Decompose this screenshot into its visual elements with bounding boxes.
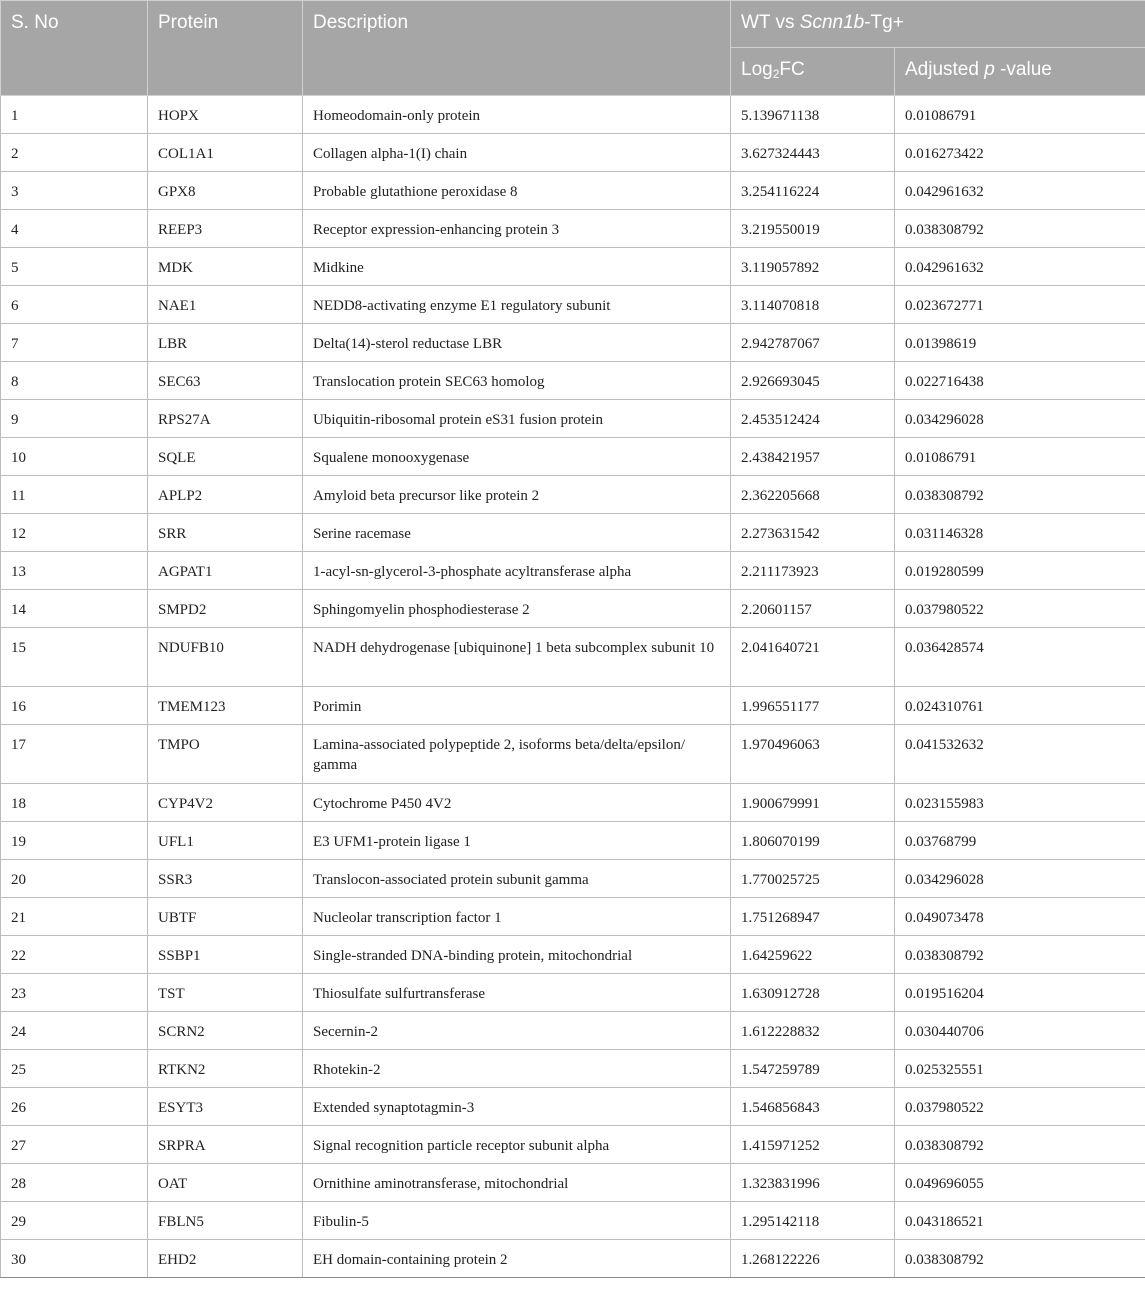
cell-adjusted-pvalue: 0.034296028 bbox=[895, 860, 1145, 898]
cell-protein: SRR bbox=[148, 514, 303, 552]
cell-description: Translocation protein SEC63 homolog bbox=[303, 362, 731, 400]
cell-sno: 28 bbox=[1, 1164, 148, 1202]
cell-protein: COL1A1 bbox=[148, 134, 303, 172]
cell-sno: 16 bbox=[1, 687, 148, 725]
table-row bbox=[1, 1164, 1145, 1202]
cell-sno: 10 bbox=[1, 438, 148, 476]
cell-description: Secernin-2 bbox=[303, 1012, 731, 1050]
cell-adjusted-pvalue: 0.025325551 bbox=[895, 1050, 1145, 1088]
cell-log2fc: 1.547259789 bbox=[731, 1050, 895, 1088]
cell-protein: SSR3 bbox=[148, 860, 303, 898]
cell-protein: RPS27A bbox=[148, 400, 303, 438]
cell-protein: SQLE bbox=[148, 438, 303, 476]
table-row bbox=[1, 134, 1145, 172]
cell-description: Lamina-associated polypeptide 2, isoforms beta/delta/epsilon/ gamma bbox=[303, 725, 731, 784]
cell-log2fc: 1.546856843 bbox=[731, 1088, 895, 1126]
header-sno: S. No bbox=[1, 1, 148, 96]
cell-protein: HOPX bbox=[148, 96, 303, 134]
cell-log2fc: 1.64259622 bbox=[731, 936, 895, 974]
table-row bbox=[1, 210, 1145, 248]
cell-log2fc: 2.942787067 bbox=[731, 324, 895, 362]
header-protein: Protein bbox=[148, 1, 303, 96]
cell-description: Fibulin-5 bbox=[303, 1202, 731, 1240]
table-header bbox=[1, 1, 1145, 96]
cell-sno: 12 bbox=[1, 514, 148, 552]
cell-log2fc: 1.295142118 bbox=[731, 1202, 895, 1240]
cell-protein: MDK bbox=[148, 248, 303, 286]
cell-adjusted-pvalue: 0.019516204 bbox=[895, 974, 1145, 1012]
cell-protein: TST bbox=[148, 974, 303, 1012]
cell-protein: SEC63 bbox=[148, 362, 303, 400]
cell-sno: 26 bbox=[1, 1088, 148, 1126]
cell-log2fc: 5.139671138 bbox=[731, 96, 895, 134]
table-row bbox=[1, 286, 1145, 324]
table-row bbox=[1, 172, 1145, 210]
cell-description: Thiosulfate sulfurtransferase bbox=[303, 974, 731, 1012]
table-row bbox=[1, 476, 1145, 514]
cell-description: Probable glutathione peroxidase 8 bbox=[303, 172, 731, 210]
cell-sno: 18 bbox=[1, 784, 148, 822]
cell-log2fc: 1.970496063 bbox=[731, 725, 895, 784]
cell-description: 1-acyl-sn-glycerol-3-phosphate acyltransferase alpha bbox=[303, 552, 731, 590]
cell-description: Cytochrome P450 4V2 bbox=[303, 784, 731, 822]
cell-log2fc: 1.806070199 bbox=[731, 822, 895, 860]
table-row bbox=[1, 1126, 1145, 1164]
cell-adjusted-pvalue: 0.038308792 bbox=[895, 936, 1145, 974]
table-row bbox=[1, 628, 1145, 687]
cell-sno: 21 bbox=[1, 898, 148, 936]
cell-description: Signal recognition particle receptor subunit alpha bbox=[303, 1126, 731, 1164]
cell-log2fc: 1.612228832 bbox=[731, 1012, 895, 1050]
table-row bbox=[1, 687, 1145, 725]
cell-log2fc: 2.453512424 bbox=[731, 400, 895, 438]
header-adjusted-pvalue: Adjusted p -value bbox=[895, 48, 1145, 96]
cell-sno: 7 bbox=[1, 324, 148, 362]
table-row bbox=[1, 96, 1145, 134]
cell-adjusted-pvalue: 0.030440706 bbox=[895, 1012, 1145, 1050]
cell-log2fc: 1.415971252 bbox=[731, 1126, 895, 1164]
cell-description: Amyloid beta precursor like protein 2 bbox=[303, 476, 731, 514]
table-row bbox=[1, 324, 1145, 362]
cell-description: Delta(14)-sterol reductase LBR bbox=[303, 324, 731, 362]
cell-adjusted-pvalue: 0.038308792 bbox=[895, 210, 1145, 248]
cell-adjusted-pvalue: 0.049696055 bbox=[895, 1164, 1145, 1202]
cell-protein: UFL1 bbox=[148, 822, 303, 860]
cell-log2fc: 3.219550019 bbox=[731, 210, 895, 248]
cell-description: NADH dehydrogenase [ubiquinone] 1 beta subcomplex subunit 10 bbox=[303, 628, 731, 687]
cell-protein: CYP4V2 bbox=[148, 784, 303, 822]
cell-sno: 17 bbox=[1, 725, 148, 784]
cell-adjusted-pvalue: 0.01086791 bbox=[895, 438, 1145, 476]
cell-log2fc: 3.627324443 bbox=[731, 134, 895, 172]
cell-log2fc: 1.770025725 bbox=[731, 860, 895, 898]
cell-adjusted-pvalue: 0.037980522 bbox=[895, 590, 1145, 628]
cell-description: Ornithine aminotransferase, mitochondrial bbox=[303, 1164, 731, 1202]
cell-description: Extended synaptotagmin-3 bbox=[303, 1088, 731, 1126]
cell-log2fc: 2.211173923 bbox=[731, 552, 895, 590]
cell-description: Nucleolar transcription factor 1 bbox=[303, 898, 731, 936]
cell-sno: 5 bbox=[1, 248, 148, 286]
cell-protein: LBR bbox=[148, 324, 303, 362]
cell-log2fc: 1.900679991 bbox=[731, 784, 895, 822]
cell-protein: GPX8 bbox=[148, 172, 303, 210]
cell-sno: 25 bbox=[1, 1050, 148, 1088]
cell-sno: 9 bbox=[1, 400, 148, 438]
table-row bbox=[1, 1202, 1145, 1240]
table-row bbox=[1, 822, 1145, 860]
cell-sno: 23 bbox=[1, 974, 148, 1012]
cell-protein: TMEM123 bbox=[148, 687, 303, 725]
table-row bbox=[1, 784, 1145, 822]
cell-adjusted-pvalue: 0.031146328 bbox=[895, 514, 1145, 552]
table-row bbox=[1, 438, 1145, 476]
cell-log2fc: 2.438421957 bbox=[731, 438, 895, 476]
cell-description: Rhotekin-2 bbox=[303, 1050, 731, 1088]
cell-log2fc: 1.630912728 bbox=[731, 974, 895, 1012]
cell-description: Squalene monooxygenase bbox=[303, 438, 731, 476]
cell-protein: EHD2 bbox=[148, 1240, 303, 1278]
cell-protein: AGPAT1 bbox=[148, 552, 303, 590]
cell-log2fc: 2.041640721 bbox=[731, 628, 895, 687]
cell-description: Homeodomain-only protein bbox=[303, 96, 731, 134]
cell-adjusted-pvalue: 0.037980522 bbox=[895, 1088, 1145, 1126]
cell-log2fc: 3.254116224 bbox=[731, 172, 895, 210]
cell-protein: UBTF bbox=[148, 898, 303, 936]
cell-sno: 19 bbox=[1, 822, 148, 860]
cell-sno: 20 bbox=[1, 860, 148, 898]
cell-description: NEDD8-activating enzyme E1 regulatory subunit bbox=[303, 286, 731, 324]
cell-log2fc: 2.273631542 bbox=[731, 514, 895, 552]
table-row bbox=[1, 898, 1145, 936]
cell-log2fc: 2.362205668 bbox=[731, 476, 895, 514]
cell-description: Porimin bbox=[303, 687, 731, 725]
cell-protein: OAT bbox=[148, 1164, 303, 1202]
cell-sno: 2 bbox=[1, 134, 148, 172]
cell-adjusted-pvalue: 0.038308792 bbox=[895, 1240, 1145, 1278]
cell-description: EH domain-containing protein 2 bbox=[303, 1240, 731, 1278]
cell-sno: 3 bbox=[1, 172, 148, 210]
cell-sno: 27 bbox=[1, 1126, 148, 1164]
cell-adjusted-pvalue: 0.01086791 bbox=[895, 96, 1145, 134]
cell-adjusted-pvalue: 0.023155983 bbox=[895, 784, 1145, 822]
cell-adjusted-pvalue: 0.042961632 bbox=[895, 248, 1145, 286]
cell-adjusted-pvalue: 0.022716438 bbox=[895, 362, 1145, 400]
cell-adjusted-pvalue: 0.023672771 bbox=[895, 286, 1145, 324]
cell-protein: FBLN5 bbox=[148, 1202, 303, 1240]
header-description: Description bbox=[303, 1, 731, 96]
cell-adjusted-pvalue: 0.016273422 bbox=[895, 134, 1145, 172]
cell-adjusted-pvalue: 0.038308792 bbox=[895, 476, 1145, 514]
table-row bbox=[1, 590, 1145, 628]
cell-sno: 14 bbox=[1, 590, 148, 628]
cell-adjusted-pvalue: 0.042961632 bbox=[895, 172, 1145, 210]
cell-protein: ESYT3 bbox=[148, 1088, 303, 1126]
table-row bbox=[1, 1088, 1145, 1126]
cell-log2fc: 3.114070818 bbox=[731, 286, 895, 324]
table-row bbox=[1, 1050, 1145, 1088]
cell-adjusted-pvalue: 0.043186521 bbox=[895, 1202, 1145, 1240]
cell-log2fc: 2.20601157 bbox=[731, 590, 895, 628]
cell-sno: 6 bbox=[1, 286, 148, 324]
cell-log2fc: 1.323831996 bbox=[731, 1164, 895, 1202]
table-row bbox=[1, 362, 1145, 400]
cell-description: Serine racemase bbox=[303, 514, 731, 552]
cell-description: Sphingomyelin phosphodiesterase 2 bbox=[303, 590, 731, 628]
cell-description: Single-stranded DNA-binding protein, mitochondrial bbox=[303, 936, 731, 974]
cell-adjusted-pvalue: 0.024310761 bbox=[895, 687, 1145, 725]
cell-sno: 13 bbox=[1, 552, 148, 590]
cell-sno: 24 bbox=[1, 1012, 148, 1050]
cell-adjusted-pvalue: 0.036428574 bbox=[895, 628, 1145, 687]
header-log2fc: Log$_2$FC bbox=[731, 48, 895, 96]
cell-description: E3 UFM1-protein ligase 1 bbox=[303, 822, 731, 860]
cell-protein: SRPRA bbox=[148, 1126, 303, 1164]
cell-sno: 1 bbox=[1, 96, 148, 134]
cell-log2fc: 3.119057892 bbox=[731, 248, 895, 286]
cell-log2fc: 2.926693045 bbox=[731, 362, 895, 400]
table-row bbox=[1, 860, 1145, 898]
cell-description: Collagen alpha-1(I) chain bbox=[303, 134, 731, 172]
cell-sno: 8 bbox=[1, 362, 148, 400]
table-row bbox=[1, 514, 1145, 552]
cell-protein: SMPD2 bbox=[148, 590, 303, 628]
cell-protein: SSBP1 bbox=[148, 936, 303, 974]
cell-adjusted-pvalue: 0.041532632 bbox=[895, 725, 1145, 784]
cell-sno: 11 bbox=[1, 476, 148, 514]
cell-protein: NDUFB10 bbox=[148, 628, 303, 687]
table-row bbox=[1, 1240, 1145, 1278]
table-row bbox=[1, 725, 1145, 784]
cell-sno: 15 bbox=[1, 628, 148, 687]
cell-adjusted-pvalue: 0.01398619 bbox=[895, 324, 1145, 362]
cell-protein: SCRN2 bbox=[148, 1012, 303, 1050]
cell-adjusted-pvalue: 0.019280599 bbox=[895, 552, 1145, 590]
table-row bbox=[1, 1012, 1145, 1050]
cell-adjusted-pvalue: 0.038308792 bbox=[895, 1126, 1145, 1164]
cell-protein: RTKN2 bbox=[148, 1050, 303, 1088]
table-row bbox=[1, 400, 1145, 438]
cell-log2fc: 1.268122226 bbox=[731, 1240, 895, 1278]
cell-log2fc: 1.996551177 bbox=[731, 687, 895, 725]
table-row bbox=[1, 936, 1145, 974]
cell-adjusted-pvalue: 0.034296028 bbox=[895, 400, 1145, 438]
cell-sno: 29 bbox=[1, 1202, 148, 1240]
table-row bbox=[1, 974, 1145, 1012]
cell-adjusted-pvalue: 0.049073478 bbox=[895, 898, 1145, 936]
table-row bbox=[1, 552, 1145, 590]
cell-protein: APLP2 bbox=[148, 476, 303, 514]
cell-protein: NAE1 bbox=[148, 286, 303, 324]
cell-description: Ubiquitin-ribosomal protein eS31 fusion protein bbox=[303, 400, 731, 438]
cell-description: Translocon-associated protein subunit gamma bbox=[303, 860, 731, 898]
table-body bbox=[1, 96, 1145, 1278]
cell-sno: 30 bbox=[1, 1240, 148, 1278]
cell-log2fc: 1.751268947 bbox=[731, 898, 895, 936]
cell-adjusted-pvalue: 0.03768799 bbox=[895, 822, 1145, 860]
cell-description: Receptor expression-enhancing protein 3 bbox=[303, 210, 731, 248]
cell-protein: REEP3 bbox=[148, 210, 303, 248]
cell-sno: 22 bbox=[1, 936, 148, 974]
cell-sno: 4 bbox=[1, 210, 148, 248]
table-row bbox=[1, 248, 1145, 286]
header-comparison-group: WT vs Scnn1b-Tg+ bbox=[731, 1, 1145, 48]
cell-description: Midkine bbox=[303, 248, 731, 286]
cell-protein: TMPO bbox=[148, 725, 303, 784]
